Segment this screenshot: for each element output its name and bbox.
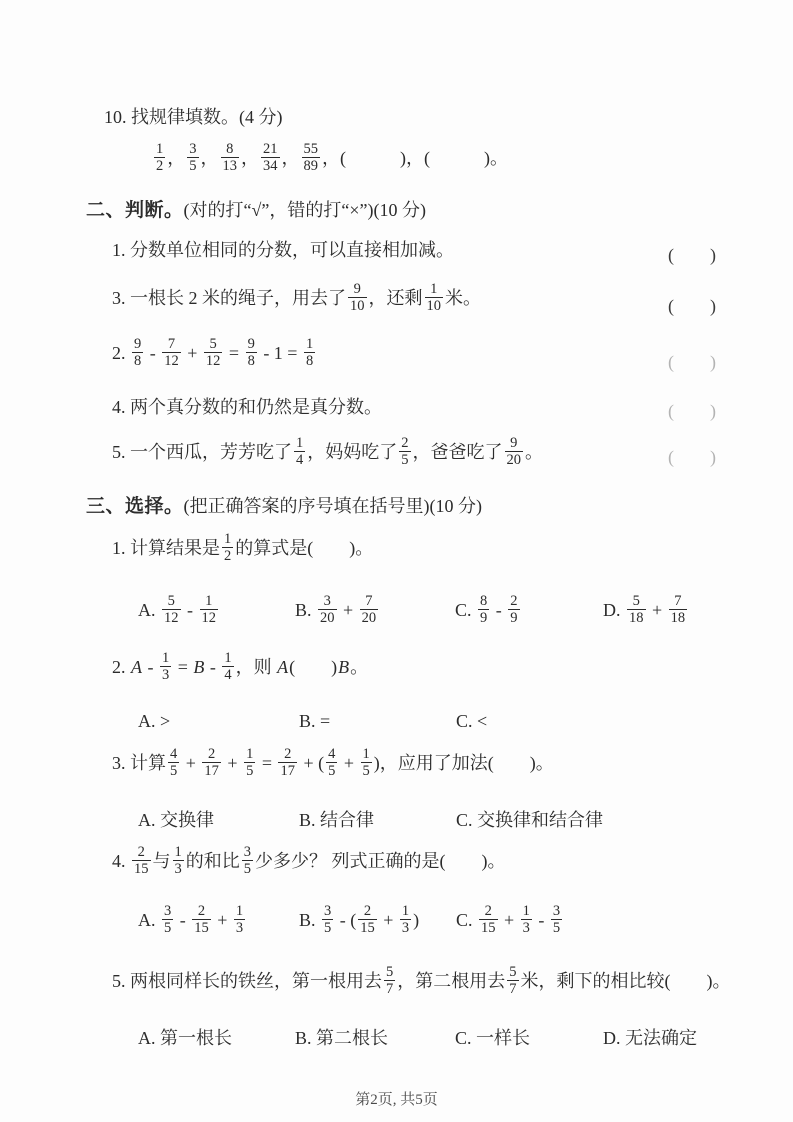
math-text: + ( xyxy=(298,752,325,773)
math-text: ， xyxy=(241,147,259,168)
answer-bracket: ( ) xyxy=(668,296,716,316)
math-text: C. xyxy=(455,599,477,620)
math-text: C. < xyxy=(456,711,488,731)
math-text: - xyxy=(175,909,191,930)
option-c xyxy=(456,905,733,938)
fraction: $\frac{4}{5}$ xyxy=(328,746,336,780)
math-text: 4. 两个真分数的和仍然是真分数。 xyxy=(112,397,382,417)
fraction: $\frac{3}{5}$ xyxy=(552,903,561,937)
question-10-title: 10. 找规律填数。(4 分) xyxy=(104,107,283,127)
math-text: D. 无法确定 xyxy=(603,1028,697,1048)
fraction: $\frac{1}{8}$ xyxy=(305,336,314,370)
option-a xyxy=(138,595,295,628)
fraction: $\frac{5}{18}$ xyxy=(629,593,644,627)
fraction: $\frac{9}{20}$ xyxy=(506,435,521,469)
section-3-instructions: (把正确答案的序号填在括号里)(10 分) xyxy=(183,496,482,516)
math-text: 米，剩下的相比较( )。 xyxy=(520,970,731,991)
option-a xyxy=(138,905,299,938)
option-d xyxy=(603,595,763,628)
math-text: - xyxy=(205,656,221,677)
fraction: $\frac{1}{3}$ xyxy=(522,903,530,937)
math-text: ( ) xyxy=(289,656,338,677)
fraction: $\frac{9}{8}$ xyxy=(247,336,255,370)
math-text: + xyxy=(182,342,202,363)
math-text: 。 xyxy=(350,656,369,677)
fraction: $\frac{3}{5}$ xyxy=(189,141,197,175)
option-c xyxy=(455,1024,603,1050)
fraction: $\frac{3}{5}$ xyxy=(243,844,251,878)
math-text: B. = xyxy=(299,711,331,731)
choice-options-4 xyxy=(138,905,733,938)
math-text: A. > xyxy=(138,711,171,731)
fraction: $\frac{2}{17}$ xyxy=(204,746,219,780)
answer-bracket: ( ) xyxy=(668,447,716,467)
judgment-item xyxy=(112,283,481,316)
math-text: + xyxy=(647,599,667,620)
judgment-item xyxy=(112,338,317,371)
fraction: $\frac{2}{15}$ xyxy=(360,903,375,937)
math-text: 3. 计算 xyxy=(112,752,166,773)
fraction: $\frac{8}{9}$ xyxy=(480,593,488,627)
fraction: $\frac{2}{9}$ xyxy=(510,593,518,627)
choice-question-3 xyxy=(112,748,554,781)
fraction: $\frac{3}{5}$ xyxy=(324,903,332,937)
math-text: ， xyxy=(200,147,219,168)
fraction: $\frac{3}{20}$ xyxy=(320,593,335,627)
math-text: + xyxy=(378,909,398,930)
math-variable: B xyxy=(338,656,350,677)
fraction: $\frac{2}{15}$ xyxy=(134,844,149,878)
math-text: C. 一样长 xyxy=(455,1028,531,1048)
math-text: B. xyxy=(295,599,317,620)
fraction: $\frac{3}{5}$ xyxy=(164,903,172,937)
math-text: 。 xyxy=(525,441,543,462)
answer-bracket: ( ) xyxy=(668,401,716,421)
math-text: D. xyxy=(603,599,625,620)
math-text: 1. 计算结果是 xyxy=(112,537,220,558)
math-text: 少多少？ 列式正确的是( )。 xyxy=(255,850,506,871)
math-text: - ( xyxy=(335,909,357,930)
fraction: $\frac{5}{12}$ xyxy=(164,593,179,627)
section-2-heading xyxy=(86,199,426,224)
choice-options-3 xyxy=(138,806,673,832)
math-text: A. 交换律 xyxy=(138,810,214,830)
fraction: $\frac{1}{3}$ xyxy=(235,903,244,937)
choice-question-2 xyxy=(112,652,368,685)
question-10-sequence xyxy=(152,143,508,176)
fraction: $\frac{1}{12}$ xyxy=(201,593,216,627)
math-text: B. 结合律 xyxy=(299,810,375,830)
math-text: ， xyxy=(167,147,186,168)
math-text: ，( )，( )。 xyxy=(322,147,508,168)
fraction: $\frac{21}{34}$ xyxy=(263,141,278,175)
option-a xyxy=(138,806,299,832)
fraction: $\frac{9}{10}$ xyxy=(350,281,365,315)
choice-question-1 xyxy=(112,533,373,566)
math-text: - xyxy=(143,656,158,677)
fraction: $\frac{5}{7}$ xyxy=(509,964,517,998)
fraction: $\frac{7}{12}$ xyxy=(164,336,179,370)
math-text: 2. xyxy=(112,342,130,363)
math-text: - xyxy=(145,342,161,363)
math-text: = xyxy=(257,752,277,773)
section-2-instructions: (对的打“√”，错的打“×”)(10 分) xyxy=(183,200,426,220)
math-text: - xyxy=(491,599,507,620)
choice-question-5 xyxy=(112,966,731,999)
math-text: - xyxy=(182,599,198,620)
math-text: 3. 一根长 2 米的绳子，用去了 xyxy=(112,287,346,308)
math-text: 的和比 xyxy=(185,850,240,871)
math-text: + xyxy=(338,599,358,620)
math-text: + xyxy=(222,752,243,773)
math-variable: A xyxy=(277,656,289,677)
math-variable: B xyxy=(193,656,205,677)
choice-options-1 xyxy=(138,595,763,628)
answer-bracket: ( ) xyxy=(668,352,716,372)
math-text: 与 xyxy=(152,850,171,871)
fraction: $\frac{2}{17}$ xyxy=(280,746,295,780)
math-text: A. 第一根长 xyxy=(138,1028,232,1048)
page-footer: 第2页, 共5页 xyxy=(355,1092,438,1108)
fraction: $\frac{1}{3}$ xyxy=(174,844,182,878)
fraction: $\frac{7}{18}$ xyxy=(670,593,686,627)
math-text: = xyxy=(224,342,244,363)
section-2-label: 二、判断。 xyxy=(86,200,184,221)
math-text: ，第二根用去 xyxy=(397,970,506,991)
option-c xyxy=(456,711,673,732)
math-text: 的算式是( )。 xyxy=(235,537,374,558)
math-text: B. 第二根长 xyxy=(295,1028,389,1048)
choice-options-2 xyxy=(138,711,673,732)
math-text: 2. xyxy=(112,656,130,677)
option-b xyxy=(295,595,455,628)
option-a xyxy=(138,1024,295,1050)
option-b xyxy=(295,1024,455,1050)
math-text: B. xyxy=(299,909,321,930)
fraction: $\frac{8}{13}$ xyxy=(222,141,237,175)
fraction: $\frac{9}{8}$ xyxy=(134,336,142,370)
option-a xyxy=(138,711,299,732)
math-text: 5. 一个西瓜，芳芳吃了 xyxy=(112,441,292,462)
math-text: = xyxy=(173,656,193,677)
fraction: $\frac{1}{3}$ xyxy=(162,650,170,684)
math-text: ，还剩 xyxy=(368,287,423,308)
math-text: + xyxy=(339,752,359,773)
fraction: $\frac{1}{3}$ xyxy=(401,903,410,937)
option-b xyxy=(299,806,456,832)
math-text: 5. 两根同样长的铁丝，第一根用去 xyxy=(112,970,382,991)
fraction: $\frac{4}{5}$ xyxy=(170,746,178,780)
math-text: + xyxy=(212,909,232,930)
fraction: $\frac{1}{5}$ xyxy=(246,746,254,780)
math-text: C. 交换律和结合律 xyxy=(456,810,604,830)
math-text: 4. xyxy=(112,850,130,871)
fraction: $\frac{5}{7}$ xyxy=(386,964,394,998)
option-c xyxy=(456,806,673,832)
fraction: $\frac{1}{5}$ xyxy=(362,746,370,780)
math-text: 1. 分数单位相同的分数，可以直接相加减。 xyxy=(112,240,454,260)
math-text: C. xyxy=(456,909,478,930)
choice-question-4 xyxy=(112,846,506,879)
judgment-item xyxy=(112,437,543,470)
math-text: ，妈妈吃了 xyxy=(307,441,398,462)
option-b xyxy=(299,905,456,938)
section-3-label: 三、选择。 xyxy=(86,496,184,517)
fraction: $\frac{55}{89}$ xyxy=(303,141,318,175)
fraction: $\frac{1}{4}$ xyxy=(296,435,304,469)
option-b xyxy=(299,711,456,732)
fraction: $\frac{2}{5}$ xyxy=(401,435,409,469)
math-text: + xyxy=(499,909,519,930)
fraction: $\frac{2}{15}$ xyxy=(194,903,209,937)
math-text: ) xyxy=(413,909,420,930)
math-text: - xyxy=(533,909,549,930)
math-text: + xyxy=(181,752,201,773)
math-text: - 1 = xyxy=(258,342,302,363)
fraction: $\frac{7}{20}$ xyxy=(361,593,377,627)
math-text: 米。 xyxy=(445,287,481,308)
math-text: A. xyxy=(138,599,160,620)
option-c xyxy=(455,595,603,628)
section-3-heading xyxy=(86,495,482,520)
math-text: )，应用了加法( )。 xyxy=(373,752,554,773)
option-d xyxy=(603,1024,763,1050)
fraction: $\frac{1}{4}$ xyxy=(224,650,232,684)
fraction: $\frac{5}{12}$ xyxy=(205,336,221,370)
fraction: $\frac{1}{10}$ xyxy=(426,281,441,315)
math-text: ，爸爸吃了 xyxy=(412,441,503,462)
math-text: A. xyxy=(138,909,160,930)
math-variable: A xyxy=(131,656,142,677)
fraction: $\frac{2}{15}$ xyxy=(481,903,496,937)
answer-bracket: ( ) xyxy=(668,245,716,265)
math-text: ， xyxy=(281,147,300,168)
judgment-item xyxy=(112,239,454,262)
judgment-item xyxy=(112,396,382,419)
fraction: $\frac{1}{2}$ xyxy=(224,531,232,565)
fraction: $\frac{1}{2}$ xyxy=(156,141,164,175)
math-text: ，则 xyxy=(235,656,277,677)
choice-options-5 xyxy=(138,1024,763,1050)
